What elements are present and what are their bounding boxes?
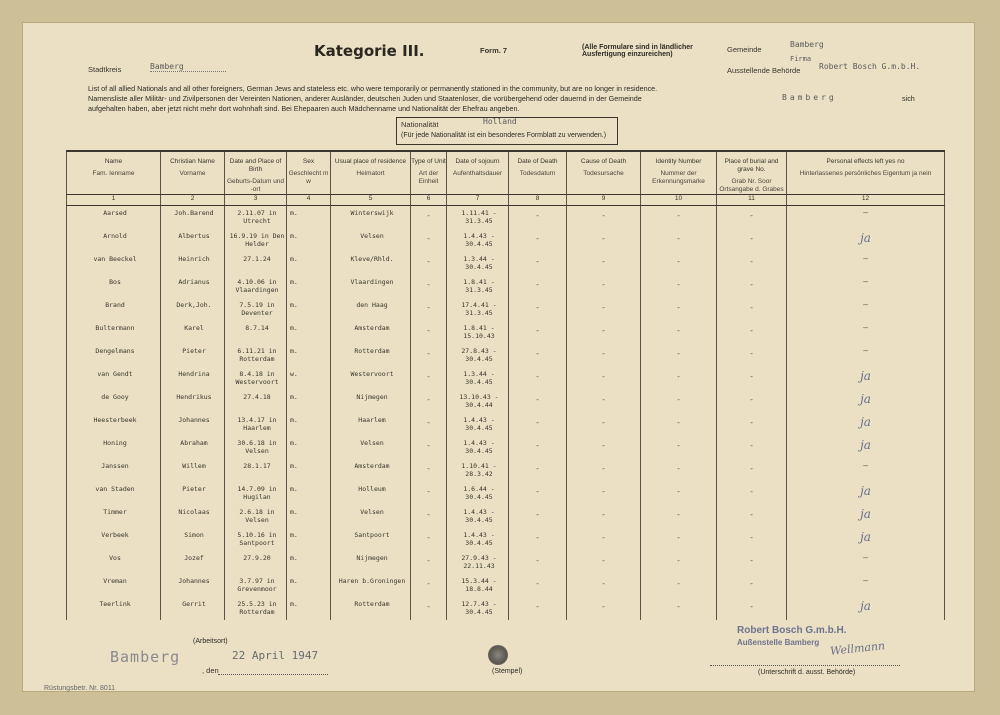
stempel-label: (Stempel) — [492, 668, 523, 675]
cell-sex: m. — [287, 528, 331, 551]
col-vorname-header: Christian Name Vorname — [161, 151, 225, 195]
firma-value[interactable]: Robert Bosch G.m.b.H. — [819, 62, 921, 71]
cell-home: Holleum — [331, 482, 411, 505]
cell-effects: ja — [787, 229, 945, 252]
cell-home: Rotterdam — [331, 344, 411, 367]
cell-death: - — [509, 528, 567, 551]
cell-burial: - — [717, 298, 787, 321]
cell-sojourn: 27.9.43 - 22.11.43 — [447, 551, 509, 574]
table-row — [67, 436, 945, 459]
cell-sojourn: 1.4.43 - 30.4.45 — [447, 528, 509, 551]
cell-sojourn: 12.7.43 - 30.4.45 — [447, 597, 509, 620]
cell-birth: 14.7.09 in Hugilan — [225, 482, 287, 505]
cell-unit: - — [411, 229, 447, 252]
cell-sex: m. — [287, 321, 331, 344]
cell-name: Bos — [67, 275, 161, 298]
cell-cause: - — [567, 298, 641, 321]
cell-birth: 7.5.19 in Deventer — [225, 298, 287, 321]
cell-name: Honing — [67, 436, 161, 459]
stadtkreis-label: Stadtkreis — [88, 65, 122, 74]
table-row — [67, 321, 945, 344]
unterschrift-label: (Unterschrift d. ausst. Behörde) — [758, 669, 856, 676]
cell-unit: - — [411, 482, 447, 505]
cell-sex: m. — [287, 413, 331, 436]
cell-vorname: Gerrit — [161, 597, 225, 620]
signature-line — [710, 665, 900, 666]
cell-name: Aarsed — [67, 206, 161, 230]
cell-cause: - — [567, 505, 641, 528]
table-row — [67, 344, 945, 367]
cell-effects: — — [787, 459, 945, 482]
cell-birth: 2.6.18 in Velsen — [225, 505, 287, 528]
persons-table — [66, 150, 945, 620]
cell-effects: — — [787, 298, 945, 321]
cell-vorname: Hendrikus — [161, 390, 225, 413]
cell-cause: - — [567, 482, 641, 505]
col-unit-header: Type of Unit Art der Einheit — [411, 151, 447, 195]
col-num: 8 — [509, 195, 567, 206]
kategorie-title: Kategorie III. — [314, 42, 425, 60]
cell-birth: 27.1.24 — [225, 252, 287, 275]
col-num: 9 — [567, 195, 641, 206]
col-burial-header: Place of burial and grave No. Grab Nr. Soor Ortsangabe d. Grabes — [717, 151, 787, 195]
cell-ident: - — [641, 344, 717, 367]
intro-english: List of all allied Nationals and all other foreigners, German Jews and stateless etc. who were temporarily or permanently stationed in the community, but are no longer in residence. — [88, 84, 658, 93]
cell-effects: — — [787, 206, 945, 230]
cell-burial: - — [717, 367, 787, 390]
cell-death: - — [509, 367, 567, 390]
cell-home: Haarlem — [331, 413, 411, 436]
cell-ident: - — [641, 551, 717, 574]
seal-stamp — [488, 645, 508, 665]
firma-label: Firma — [790, 55, 812, 63]
cell-birth: 16.9.19 in Den Helder — [225, 229, 287, 252]
cell-burial: - — [717, 436, 787, 459]
cell-ident: - — [641, 321, 717, 344]
cell-death: - — [509, 551, 567, 574]
cell-ident: - — [641, 528, 717, 551]
table-row — [67, 482, 945, 505]
cell-ident: - — [641, 482, 717, 505]
cell-unit: - — [411, 344, 447, 367]
cell-effects: ja — [787, 367, 945, 390]
cell-effects: ja — [787, 597, 945, 620]
cell-unit: - — [411, 298, 447, 321]
cell-cause: - — [567, 229, 641, 252]
cell-name: Teerlink — [67, 597, 161, 620]
cell-sojourn: 17.4.41 - 31.3.45 — [447, 298, 509, 321]
cell-sojourn: 1.8.41 - 15.10.43 — [447, 321, 509, 344]
cell-name: Vos — [67, 551, 161, 574]
cell-birth: 4.10.06 in Vlaardingen — [225, 275, 287, 298]
col-num: 2 — [161, 195, 225, 206]
cell-effects: ja — [787, 390, 945, 413]
cell-sex: m. — [287, 574, 331, 597]
table-row — [67, 459, 945, 482]
cell-burial: - — [717, 390, 787, 413]
cell-death: - — [509, 252, 567, 275]
cell-sojourn: 1.10.41 - 28.3.42 — [447, 459, 509, 482]
cell-vorname: Hendrina — [161, 367, 225, 390]
cell-effects: ja — [787, 482, 945, 505]
cell-ident: - — [641, 298, 717, 321]
cell-unit: - — [411, 436, 447, 459]
cell-cause: - — [567, 597, 641, 620]
cell-cause: - — [567, 206, 641, 230]
cell-vorname: Pieter — [161, 344, 225, 367]
cell-burial: - — [717, 252, 787, 275]
cell-death: - — [509, 436, 567, 459]
cell-birth: 25.5.23 in Rotterdam — [225, 597, 287, 620]
nationality-box — [396, 117, 618, 145]
cell-home: Amsterdam — [331, 321, 411, 344]
cell-vorname: Joh.Barend — [161, 206, 225, 230]
form-number: Form. 7 — [480, 46, 508, 55]
cell-home: Velsen — [331, 229, 411, 252]
cell-name: Verbeek — [67, 528, 161, 551]
cell-burial: - — [717, 551, 787, 574]
cell-vorname: Johannes — [161, 413, 225, 436]
col-num: 1 — [67, 195, 161, 206]
cell-effects: — — [787, 574, 945, 597]
intro-sich: sich — [902, 94, 915, 103]
col-name-header: Name Fam. Ienname — [67, 151, 161, 195]
cell-home: Nijmegen — [331, 551, 411, 574]
table-row — [67, 574, 945, 597]
table-row — [67, 229, 945, 252]
cell-vorname: Adrianus — [161, 275, 225, 298]
cell-birth: 27.4.18 — [225, 390, 287, 413]
cell-burial: - — [717, 505, 787, 528]
cell-birth: 30.6.18 in Velsen — [225, 436, 287, 459]
cell-burial: - — [717, 275, 787, 298]
cell-sex: m. — [287, 505, 331, 528]
cell-ident: - — [641, 436, 717, 459]
cell-effects: — — [787, 252, 945, 275]
cell-name: Brand — [67, 298, 161, 321]
footer-date[interactable]: 22 April 1947 — [232, 649, 319, 662]
cell-unit: - — [411, 551, 447, 574]
cell-birth: 13.4.17 in Haarlem — [225, 413, 287, 436]
cell-cause: - — [567, 252, 641, 275]
col-sojourn-header: Date of sojourn Aufenthaltsdauer — [447, 151, 509, 195]
cell-effects: — — [787, 344, 945, 367]
col-birth-header: Date and Place of Birth Geburts-Datum und -ort — [225, 151, 287, 195]
table-body — [67, 206, 945, 621]
cell-death: - — [509, 597, 567, 620]
table-row — [67, 413, 945, 436]
cell-name: Janssen — [67, 459, 161, 482]
nationality-note: (Für jede Nationalität ist ein besonderes Formblatt zu verwenden.) — [401, 132, 607, 139]
cell-name: Arnold — [67, 229, 161, 252]
cell-effects: — — [787, 551, 945, 574]
cell-birth: 8.7.14 — [225, 321, 287, 344]
cell-cause: - — [567, 413, 641, 436]
cell-home: Westervoort — [331, 367, 411, 390]
stamp-line-1: Robert Bosch G.m.b.H. — [737, 625, 847, 636]
cell-burial: - — [717, 321, 787, 344]
header-row — [67, 151, 945, 195]
cell-vorname: Karel — [161, 321, 225, 344]
cell-ident: - — [641, 367, 717, 390]
cell-burial: - — [717, 574, 787, 597]
cell-name: Dengelmans — [67, 344, 161, 367]
cell-death: - — [509, 275, 567, 298]
cell-unit: - — [411, 459, 447, 482]
signature: Wellmann — [829, 639, 886, 658]
cell-death: - — [509, 459, 567, 482]
cell-sojourn: 1.4.43 - 30.4.45 — [447, 436, 509, 459]
cell-birth: 6.11.21 in Rotterdam — [225, 344, 287, 367]
intro-city[interactable]: Bamberg — [782, 93, 837, 102]
cell-birth: 5.10.16 in Santpoort — [225, 528, 287, 551]
cell-burial: - — [717, 597, 787, 620]
cell-sex: m. — [287, 390, 331, 413]
cell-sex: m. — [287, 206, 331, 230]
col-num: 3 — [225, 195, 287, 206]
cell-sex: m. — [287, 298, 331, 321]
cell-home: den Haag — [331, 298, 411, 321]
col-death-header: Date of Death Todesdatum — [509, 151, 567, 195]
cell-burial: - — [717, 482, 787, 505]
cell-birth: 8.4.18 in Westervoort — [225, 367, 287, 390]
cell-sojourn: 1.6.44 - 30.4.45 — [447, 482, 509, 505]
col-effects-header: Personal effects left yes no Hinterlassenes persönliches Eigentum ja nein — [787, 151, 945, 195]
col-num: 10 — [641, 195, 717, 206]
cell-sex: m. — [287, 482, 331, 505]
cell-cause: - — [567, 367, 641, 390]
cell-cause: - — [567, 574, 641, 597]
cell-sex: m. — [287, 275, 331, 298]
cell-cause: - — [567, 275, 641, 298]
cell-unit: - — [411, 321, 447, 344]
cell-name: van Staden — [67, 482, 161, 505]
cell-home: Haren b.Groningen — [331, 574, 411, 597]
cell-ident: - — [641, 459, 717, 482]
arbeitsort-label: (Arbeitsort) — [193, 638, 228, 645]
cell-death: - — [509, 344, 567, 367]
cell-unit: - — [411, 528, 447, 551]
col-num: 4 — [287, 195, 331, 206]
cell-cause: - — [567, 551, 641, 574]
cell-name: Bultermann — [67, 321, 161, 344]
cell-ident: - — [641, 597, 717, 620]
cell-home: Vlaardingen — [331, 275, 411, 298]
cell-name: Vreman — [67, 574, 161, 597]
table-row — [67, 252, 945, 275]
cell-vorname: Heinrich — [161, 252, 225, 275]
intro-german-2: aufgehalten haben, aber jetzt nicht mehr dort wohnhaft sind. Bei Ehepaaren auch Mädchenname und Nationalität der Ehefrau angeben. — [88, 104, 520, 113]
cell-home: Amsterdam — [331, 459, 411, 482]
col-num: 5 — [331, 195, 411, 206]
cell-ident: - — [641, 574, 717, 597]
col-cause-header: Cause of Death Todesursache — [567, 151, 641, 195]
cell-sojourn: 1.3.44 - 30.4.45 — [447, 367, 509, 390]
col-ident-header: Identity Number Nummer der Erkennungsmarke — [641, 151, 717, 195]
cell-sojourn: 15.3.44 - 18.8.44 — [447, 574, 509, 597]
cell-ident: - — [641, 206, 717, 230]
cell-death: - — [509, 206, 567, 230]
cell-birth: 3.7.97 in Grevenmoor — [225, 574, 287, 597]
cell-burial: - — [717, 344, 787, 367]
cell-sojourn: 1.3.44 - 30.4.45 — [447, 252, 509, 275]
table-row — [67, 298, 945, 321]
cell-death: - — [509, 298, 567, 321]
cell-burial: - — [717, 528, 787, 551]
cell-effects: ja — [787, 505, 945, 528]
cell-sex: m. — [287, 252, 331, 275]
cell-name: van Gendt — [67, 367, 161, 390]
den-label: , den — [202, 666, 219, 675]
cell-cause: - — [567, 321, 641, 344]
cell-sex: m. — [287, 229, 331, 252]
cell-sex: w. — [287, 367, 331, 390]
cell-vorname: Willem — [161, 459, 225, 482]
cell-effects: ja — [787, 413, 945, 436]
cell-sojourn: 13.10.43 - 30.4.44 — [447, 390, 509, 413]
cell-sojourn: 1.11.41 - 31.3.45 — [447, 206, 509, 230]
table-row — [67, 551, 945, 574]
cell-name: Heesterbeek — [67, 413, 161, 436]
footer-place[interactable]: Bamberg — [110, 648, 181, 666]
cell-ident: - — [641, 413, 717, 436]
cell-death: - — [509, 390, 567, 413]
cell-ident: - — [641, 229, 717, 252]
cell-effects: — — [787, 275, 945, 298]
cell-effects: — — [787, 321, 945, 344]
form-sheet — [22, 22, 975, 692]
cell-unit: - — [411, 505, 447, 528]
col-num: 7 — [447, 195, 509, 206]
gemeinde-label: Gemeinde — [727, 45, 762, 54]
cell-sex: m. — [287, 436, 331, 459]
cell-name: Timmer — [67, 505, 161, 528]
cell-unit: - — [411, 413, 447, 436]
cell-effects: ja — [787, 436, 945, 459]
cell-sojourn: 27.8.43 - 30.4.45 — [447, 344, 509, 367]
cell-ident: - — [641, 390, 717, 413]
cell-vorname: Jozef — [161, 551, 225, 574]
cell-birth: 28.1.17 — [225, 459, 287, 482]
cell-burial: - — [717, 206, 787, 230]
cell-vorname: Johannes — [161, 574, 225, 597]
cell-home: Santpoort — [331, 528, 411, 551]
table-row — [67, 206, 945, 230]
cell-vorname: Albertus — [161, 229, 225, 252]
table-row — [67, 505, 945, 528]
cell-vorname: Simon — [161, 528, 225, 551]
cell-death: - — [509, 321, 567, 344]
submission-note: (Alle Formulare sind in ländlicher Ausfertigung einzureichen) — [582, 44, 693, 58]
cell-birth: 27.9.20 — [225, 551, 287, 574]
cell-burial: - — [717, 413, 787, 436]
nationality-value[interactable]: Holland — [483, 117, 517, 126]
cell-unit: - — [411, 574, 447, 597]
table-row — [67, 597, 945, 620]
cell-ident: - — [641, 252, 717, 275]
cell-sex: m. — [287, 459, 331, 482]
intro-german-1: Namensliste aller Militär- und Zivilpersonen der Vereinten Nationen, anderer Ausländer, deutschen Juden und Staatenloser, die vorübergehend oder dauernd in der Gemeinde — [88, 94, 642, 103]
cell-home: Kleve/Rhld. — [331, 252, 411, 275]
col-num: 11 — [717, 195, 787, 206]
cell-death: - — [509, 413, 567, 436]
cell-death: - — [509, 229, 567, 252]
cell-home: Rotterdam — [331, 597, 411, 620]
cell-unit: - — [411, 206, 447, 230]
cell-cause: - — [567, 459, 641, 482]
cell-sojourn: 1.4.43 - 30.4.45 — [447, 505, 509, 528]
col-num: 12 — [787, 195, 945, 206]
cell-sojourn: 1.4.43 - 30.4.45 — [447, 229, 509, 252]
cell-sex: m. — [287, 344, 331, 367]
cell-vorname: Nicolaas — [161, 505, 225, 528]
gemeinde-value[interactable]: Bamberg — [790, 40, 824, 49]
cell-effects: ja — [787, 528, 945, 551]
cell-sojourn: 1.4.43 - 30.4.45 — [447, 413, 509, 436]
cell-name: van Beeckel — [67, 252, 161, 275]
col-sex-header: Sex Geschlecht m w — [287, 151, 331, 195]
cell-death: - — [509, 482, 567, 505]
cell-sojourn: 1.8.41 - 31.3.45 — [447, 275, 509, 298]
cell-unit: - — [411, 390, 447, 413]
table-row — [67, 528, 945, 551]
cell-home: Nijmegen — [331, 390, 411, 413]
cell-sex: m. — [287, 551, 331, 574]
table-row — [67, 367, 945, 390]
nationality-label: Nationalität — [401, 120, 439, 129]
date-line — [218, 674, 328, 675]
stamp-line-2: Außenstelle Bamberg — [737, 638, 820, 647]
cell-home: Velsen — [331, 436, 411, 459]
ausstellende-label: Ausstellende Behörde — [727, 66, 801, 75]
cell-cause: - — [567, 436, 641, 459]
column-number-row — [67, 195, 945, 206]
cell-burial: - — [717, 229, 787, 252]
cell-vorname: Abraham — [161, 436, 225, 459]
cell-unit: - — [411, 252, 447, 275]
cell-vorname: Pieter — [161, 482, 225, 505]
cell-vorname: Derk,Joh. — [161, 298, 225, 321]
table-row — [67, 390, 945, 413]
col-residence-header: Usual place of residence Heimatort — [331, 151, 411, 195]
col-num: 6 — [411, 195, 447, 206]
cell-ident: - — [641, 505, 717, 528]
cell-cause: - — [567, 390, 641, 413]
cell-birth: 2.11.07 in Utrecht — [225, 206, 287, 230]
cell-home: Winterswijk — [331, 206, 411, 230]
cell-ident: - — [641, 275, 717, 298]
cell-cause: - — [567, 344, 641, 367]
cell-unit: - — [411, 597, 447, 620]
cell-death: - — [509, 574, 567, 597]
cell-sex: m. — [287, 597, 331, 620]
cell-burial: - — [717, 459, 787, 482]
cell-unit: - — [411, 275, 447, 298]
cell-cause: - — [567, 528, 641, 551]
cell-death: - — [509, 505, 567, 528]
table-row — [67, 275, 945, 298]
cell-name: de Gooy — [67, 390, 161, 413]
print-note: Rüstungsbetr. Nr. 8011 — [44, 685, 116, 692]
cell-unit: - — [411, 367, 447, 390]
stadtkreis-value[interactable]: Bamberg — [150, 62, 226, 72]
cell-home: Velsen — [331, 505, 411, 528]
